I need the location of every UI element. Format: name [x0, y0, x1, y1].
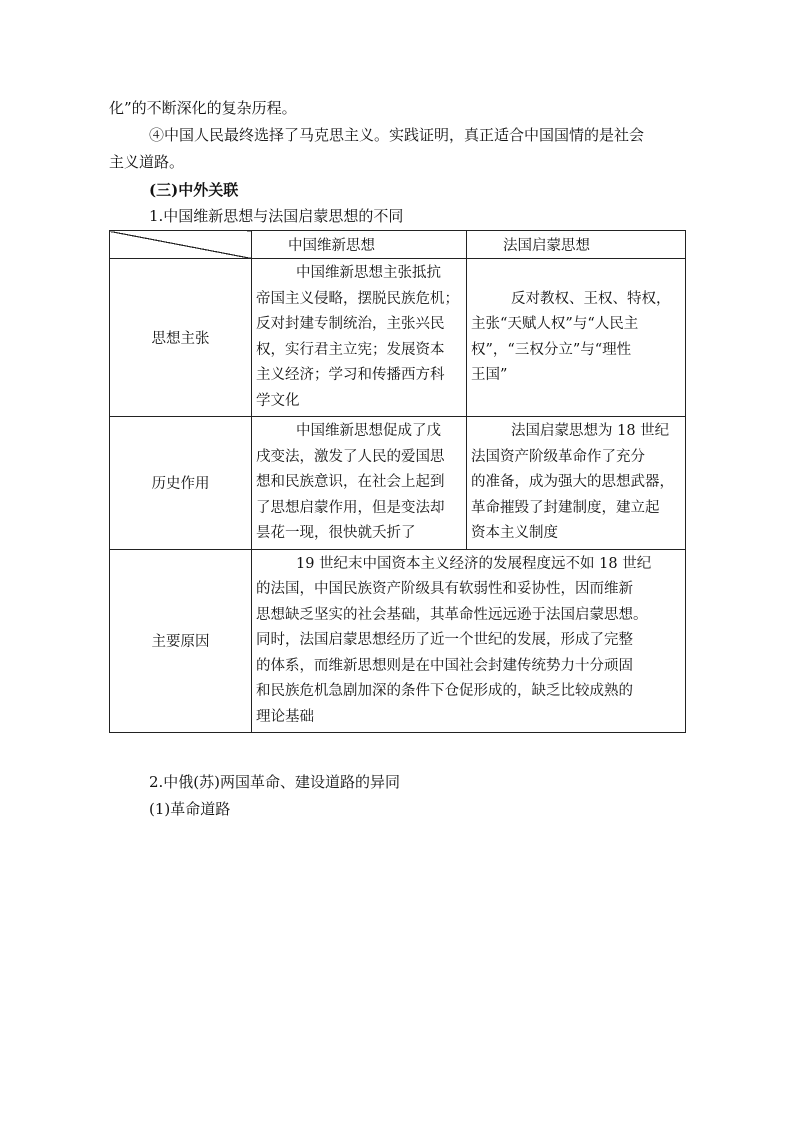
intro-line-1: 化”的不断深化的复杂历程。 — [109, 99, 297, 117]
intro-line-3: 主义道路。 — [109, 153, 185, 171]
text-line: 的准备，成为强大的思想武器， — [471, 474, 674, 490]
subheading-russia-comparison: 2.中俄(苏)两国革命、建设道路的异同 — [149, 773, 401, 791]
column-header-china: 中国维新思想 — [252, 231, 467, 259]
row-header-ideas: 思想主张 — [110, 259, 252, 417]
text-line: 王国” — [471, 367, 508, 383]
column-header-france: 法国启蒙思想 — [467, 231, 686, 259]
text-line: 想和民族意识，在社会上起到 — [256, 474, 445, 490]
text-line: 法国启蒙思想为 18 世纪 — [511, 423, 670, 439]
row-header-reasons: 主要原因 — [110, 549, 252, 733]
text-line: 了思想启蒙作用，但是变法却 — [256, 499, 445, 516]
text-line: 19 世纪末中国资本主义经济的发展程度远不如 18 世纪 — [296, 555, 652, 572]
diagonal-corner-cell — [110, 231, 252, 259]
section-heading: (三)中外关联 — [149, 181, 239, 199]
text-line: 同时，法国启蒙思想经历了近一个世纪的发展，形成了完整 — [256, 632, 633, 648]
cell-france-role — [467, 417, 686, 550]
cell-merged-reasons — [252, 549, 686, 733]
text-line: 的法国，中国民族资产阶级具有软弱性和妥协性，因而维新 — [256, 581, 633, 597]
subheading-revolution-path: (1)革命道路 — [149, 800, 231, 818]
text-line: 理论基础 — [256, 708, 314, 725]
subheading-comparison: 1.中国维新思想与法国启蒙思想的不同 — [149, 207, 404, 225]
text-line: 帝国主义侵略，摆脱民族危机； — [256, 290, 459, 307]
text-line: 中国维新思想促成了戊 — [296, 423, 441, 439]
text-line: 主张“天赋人权”与“人民主 — [471, 316, 639, 332]
text-line: 中国维新思想主张抵抗 — [296, 265, 441, 281]
text-line: 权”，“三权分立”与“理性 — [471, 341, 632, 358]
text-line: 反对封建专制统治，主张兴民 — [256, 316, 445, 332]
text-line: 的体系，而维新思想则是在中国社会封建传统势力十分顽固 — [256, 657, 633, 674]
cell-china-ideas — [252, 259, 467, 417]
text-line: 学文化 — [256, 392, 300, 409]
table-header-row — [110, 231, 686, 259]
text-line: 戌变法，激发了人民的爱国思 — [256, 448, 445, 465]
text-line: 资本主义制度 — [471, 525, 558, 541]
text-line: 思想缺乏坚实的社会基础，其革命性远远逊于法国启蒙思想。 — [256, 606, 648, 623]
text-line: 革命摧毁了封建制度，建立起 — [471, 499, 660, 516]
text-line: 权，实行君主立宪；发展资本 — [256, 341, 445, 358]
row-header-role: 历史作用 — [110, 417, 252, 550]
comparison-table — [109, 230, 686, 733]
table-row — [110, 259, 686, 417]
intro-line-2: ④中国人民最终选择了马克思主义。实践证明，真正适合中国国情的是社会 — [149, 126, 645, 144]
cell-france-ideas — [467, 259, 686, 417]
text-line: 主义经济；学习和传播西方科 — [256, 367, 445, 383]
text-line: 反对教权、王权、特权， — [511, 290, 671, 307]
text-line: 法国资产阶级革命作了充分 — [471, 448, 645, 465]
table-row — [110, 417, 686, 550]
cell-china-role — [252, 417, 467, 550]
table-row — [110, 549, 686, 733]
text-line: 昙花一现，很快就夭折了 — [256, 525, 416, 541]
text-line: 和民族危机急剧加深的条件下仓促形成的，缺乏比较成熟的 — [256, 683, 633, 699]
